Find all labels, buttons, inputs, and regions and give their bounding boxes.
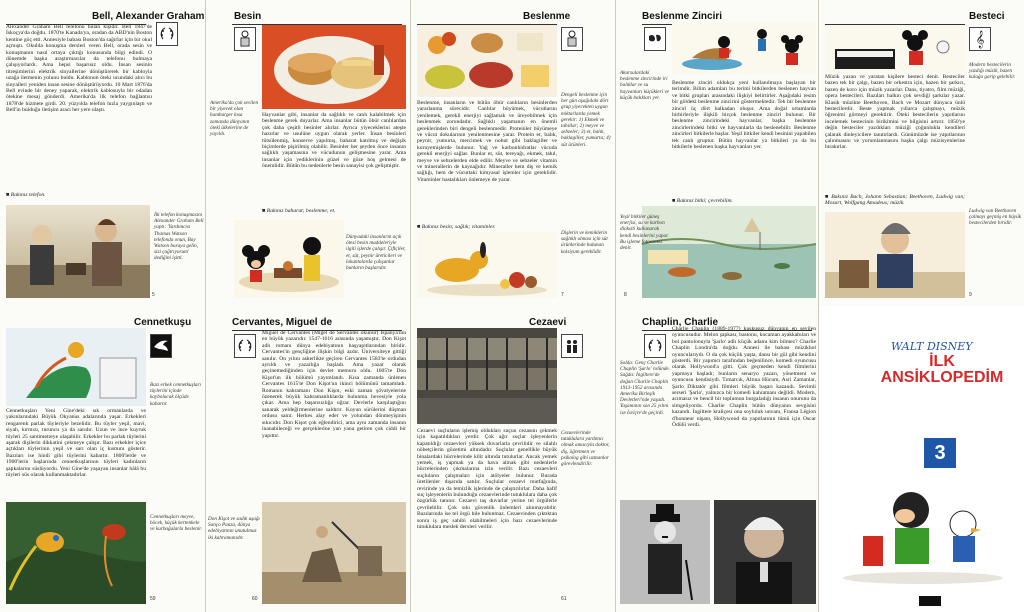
article-text: Beslenme zinciri oldukça yeni kullanılmaya başlayan bir terimdir. Bilim adamları bu terimi bitkilerden beslenen hayvan ve bitki grupları arasındaki ilişkiyi belirtirler. Aşağıdaki resim bir göldeki beslenme zincirini göstermektedir. Tek bir beslenme zinciri üç dört halkadan oluşur. Ama doğal ortamlarda birbirleriyle ilişkili birçok beslenme zinciri bulunur. Bir beslenme zincirindeki hayvanlar, başka beslenme zincirlerindeki bitki ve hayvanlarla da beslenebilir. Beslenme zincirleri bitkilerle başlar. Yeşil bitkiler kendi besinini yapabilen tek canlı gruptur. Bütün hayvanlar ya bitkileri ya da bu bitkilerle beslenen başka hayvanları yer. — [672, 80, 816, 151]
laurel-wreath-icon — [234, 334, 256, 358]
article-text: Cennetkuşları Yeni Gine'deki sık ormanlarda ve yakınlarındaki Büyük Okyanus adalarında yaşar. Erkekleri rengarenk parlak tüyleriyle bezelidir. Bu tüyler yeşil, mavi, siyah, kırmızı, turuncu ya da sarıdır. Uzun ve ince kuyruk tüyleri 25 santimetreye ulaşabilir. Erkekler bu parlak tüylerini aşarak dişilerin dikkatini çekmeye çalışır. Bazı erkekler içice açtıkları tüylerinin yeşil ve sarı olan iç kısmını gösterir. Bazıları ise hindi gibi tüylerini kabartır. 1800'lerde ve 1900'lerin başlarında cennetkuşlarının tüyleri kadınların şapkalarını süslüyordu. Yeni Gine'de yaşayan insanlar hâlâ bu tüyleri süs olarak kullanmaktadırlar. — [6, 408, 146, 479]
people-icon — [561, 334, 583, 358]
treble-clef-icon: 𝄞 — [969, 27, 991, 51]
page-title: Besin — [234, 11, 262, 22]
hamburger-photo — [262, 25, 406, 109]
old-chaplin-photo — [714, 500, 816, 604]
publisher-logo — [919, 596, 941, 606]
world-map-icon — [644, 27, 666, 51]
bell-telephone-illustration — [6, 205, 150, 298]
page-number: 61 — [561, 596, 567, 602]
page-besteci — [819, 0, 1024, 306]
page-title: Cezaevi — [529, 317, 567, 328]
sidebar-caption: Don Kişot ve sadık uşağı Sanço Panza, dünya edebiyatının unutulmaz iki kahramanıdır. — [208, 516, 260, 541]
page-chaplin — [616, 306, 819, 612]
mickey-fishing-cartoon — [672, 22, 816, 74]
page-cezaevi — [411, 306, 616, 612]
food-groups-photo — [417, 25, 557, 97]
page-number: 59 — [150, 596, 156, 602]
article-text: Miguel de Cervantes (Migel de Servantes okunur) İspanya'nın en büyük yazarıdır. 1547-1616 arasında yaşamıştır. Don Kişot adlı romanı dünya edebiyatının başyapıtlarından biridir. Cervantes'in gençliğine ilişkin bilgi azdır. Üniversiteye gittiği sanılır. On yılını askerlikte geçiren Cervantes 1583'te ordudan ayrıldı ve yazarlığa başladı. Ama yazar olarak geçinemediğinden için devlet memuru oldu. 1605'te Don Kişot'un ilk bölümü yayımlandı. Kısa zamanda ünlenen Cervantes 1615'te Don Kişot'un ikinci bölümünü tamamladı. Romanın kahramanı Don Kişot, eski zaman şövalyelerine özenerek büyük kahramanlıklarda bulunma hevesiyle yola çıkar. Ama hep başarısızlığa uğrar. Devlerle karşılaştığını sanarak yeldeğirmenlerine saldırır. Koyun sürülerini düşman ordusu sanır. Herkes alay eder ve yolundan dönmeyişinin sıkıcıdır. Don Kişot çok eğlendirici, ama aynı zamanda insanın inanabileceği ve gerçeklerine yan yana getiren çok ciddi bir yapıttır. — [262, 330, 406, 439]
sidebar-caption: Solda: Genç Charlie Chaplin 'Şarlo' rolünde. Sağda: İngiltere'de doğan Charlie Chaplin 1913-1952 arasında Amerika Birleşik Devletleri'nde yaşadı. Yaşamının son 25 yılını ise İsviçre'de geçirdi. — [620, 360, 671, 416]
cross-reference: ■ Bakınız baharat; beslenme; et. — [262, 208, 336, 214]
sidebar-caption: Ludwig van Beethoven çalmayı geçmiş en büyük bestecilerden biridir. — [969, 208, 1021, 227]
sidebar-caption: Bazı erkek cennetkuşları tüylerini içinde kaybolacak ölçüde kabartır. — [150, 382, 201, 407]
page-title: Beslenme Zinciri — [642, 11, 723, 22]
page-cennetkusu — [0, 306, 206, 612]
page-number: 7 — [561, 292, 564, 298]
sidebar-caption: Dünyadaki insanların açık ötesi besin maddeleriyle ilgili işlerde çalışır. Çiftçiler, et, süt, peynir üreticileri ve lokantalarda çalışanlar bunların başlarıdır. — [346, 234, 406, 272]
page-beslenme-zinciri — [616, 0, 819, 306]
laurel-wreath-icon — [156, 22, 178, 46]
article-text: Charlie Chaplin (1889-1977) kuşkusuz dünyanın en sevilen oyuncusudur. Melon şapkası, bastonu, kocaman ayakkabıları ve bol pantolonuyla 'Şarlo' adlı küçük adamı kim bilmez? Charlie Chaplin Londra'da doğdu. Annesi ile babası müzikhol oyuncularıydı. O da çok küçük yaşta, dansı bir gül gibi kendini gösterdi. Bir yapımcı tarafından beğenilince, komedi oyuncusu olarak Hollywood'a gitti. Çok geçmeden kendi filmlerini yapmaya başladı; bunların senaryo yazarı, yönetmeni ve oyuncusu kendisiydi. Tımarcık, Altına Hücum, Asri Zamanlar, Şarlo Diktatör gibi filmleri büyük başarı kazandı. Sevimli serseri 'Şarlo', yalnızca bir komedi kahramanı değildi. Modern, acımasız ve bencil bir toplumun burgaladığı insanın onurunu da simgeliyordu. Charlie Chaplin bütün dünyanın sevgisini kazandı. İngiltere kraliçesi ona soyluluk unvanı, Fransa Légion d'honneur nişanı, Hollywood da yapıtlarının tümü için Oscar Ödülü verdi. — [672, 326, 816, 429]
page-number: 8 — [624, 292, 627, 298]
laurel-wreath-icon — [644, 334, 666, 358]
cover-cartoon-illustration — [833, 476, 1013, 586]
article-text: Hayvanlar gibi, insanlar da sağlıklı ve canlı kalabilmek için beslenme gerek duyarlar. Ama insanlar bütün öbür canlılardan çok daha çeşitli besinler alırlar. Ayrıca yiyeceklerini ateşte hazırlar ve usulüne uygun olarak yerler. İnsan besinleri tütsülenmiş, konserve yapılmış, baharat katılmış ve değişik biçimlerde pişirilmiş olabilir. Besinler her şeyden önce insanın sağlıklı yaşamasına ve vücudunun gelişmesine yarar. Ama insanlar için yediklerinin güzel ve göze hoş gelmesi de önemlidir. Bütün bu nedenlerle besin sanayisi çok gelişmiştir. — [262, 112, 406, 170]
sidebar-caption: İlk telefon konuşmasını Alexander Graham Bell yaptı: 'Yardımcısı Thomas Watson telefonda onun, Bay Watson buraya gelin, sizi çağırıyorum' dediğini işitti. — [154, 212, 204, 262]
article-text: Beslenme, insanların ve bütün öbür canlıların besinlerden yararlanma sürecidir. Canlılar büyümek, vücutlarını yenilemek, gerekli enerjiyi sağlamak ve üreyebilmek için beslenmek zorundadır. Sağlıklı yaşamanın en önemli gereklerinden biri dengeli beslenmedir. Proteinler büyümeye ve vücut dokularının yenilenmesine yarar. Protein et, balık, peynir, yumurta, mercimek ve nohut gibi baklagiller ve kuruyemişlerde bulunur. Yağ ve karbonhidratlar vücuda gerekli enerjiyi sağlar. Bunlar et, süt, tereyağı, ekmek, tahıl, meyve ve sebzelerden elde edilir. Meyve ve sebzeler vitamin ve minerallerin de kaynağıdır. Mineraller hem diş ve kemik sağlığı, hem de vücuttaki kimyasal işlemler için gereklidir. Vitaminler hastalıkları önlemeye de yarar. — [417, 100, 557, 183]
page-beslenme — [411, 0, 616, 306]
page-cervantes — [206, 306, 411, 612]
brand-logo: WALT DISNEY — [891, 340, 973, 353]
volume-badge: 3 — [924, 438, 956, 468]
sidebar-caption: Amerika'da çok sevilen bir yiyecek olan hamburger kısa zamanda dünyanın öteki ülkelerine de yayıldı. — [210, 100, 259, 138]
beethoven-illustration — [825, 212, 965, 298]
pluto-cartoon — [417, 232, 557, 298]
sidebar-caption: Cezaevlerinde tutuklulara yardımcı olmak amacıyla doktor, diş, öğretmen ve psikolog gibi uzmanlar görevlendirilir. — [561, 430, 610, 468]
mickey-goofy-cartoon — [234, 220, 344, 298]
cross-reference: ■ Bakınız Bach, Johann Sebastian; Beethoven, Ludwig van; Mozart, Wolfgang Amadeus; müzik. — [825, 194, 965, 207]
article-text: Alexander Graham Bell telefonu bulan kişidir. Bell 1847'de İskoçya'da doğdu. 1870'te Kanada'ya, oradan da ABD'nin Boston kentine göç etti. Annesiyle babası Boston'da sağırlar için bir okul açmıştı. Okulda konuşma dersleri veren Bell, orada sesin ve konuşmanın nasıl ortaya çıktığı konusunda bilgi edindi. O dönemde başka araştırmacılar da telefonu bulmaya çalışıyorlardı. Ama hepsi başarısız oldu. İnsan sesinin titreşimlerini elektrik sinyallerine dönüştürerek bir kabloyla uzağa iletmenin yolunu buldu. Kablonun öteki ucundaki alıcı bu sinyalleri yeniden insan sesine dönüştürüyordu. 10 Mart 1876'da Bell evinde bir deney yaparak, elektrik kablosuyla bir odadan ötekine mesaj gönderdi. Amerika'da ilk telefon bağlantısı 1878'de hizmete girdi. 20. yüzyılda telefon hızla yaygınlaştı ve Bell'in bulduğu iletişim aracı her yere ulaştı. — [6, 24, 152, 114]
sidebar-caption: Modern bestecilerin yazdığı müzik, bazen kulağa garip gelebilir. — [969, 62, 1016, 81]
cross-reference: ■ Bakınız telefon. — [6, 192, 46, 198]
bird-of-paradise-cartoon — [6, 328, 146, 406]
sidebar-caption: Dişlerin ve kemiklerin sağlıklı olması için süt ürünlerinde bulunan kalsiyum gereklidir. — [561, 230, 608, 255]
page-title: Cervantes, Miguel de — [232, 317, 333, 328]
cover-title: İLK ANSİKLOPEDİM — [880, 353, 1004, 386]
page-number: 5 — [152, 292, 155, 298]
sidebar-caption: Dengeli beslenme için her gün aşağıdaki dört grup yiyecekten uygun miktarlarda yemek gerekir: 1) Ekmek ve tahıllar; 2) meyve ve sebzeler; 3) et, balık, baklagiller, yumurta; 4) süt ürünleri. — [561, 92, 611, 148]
article-text: Müzik yazan ve yaratan kişilere besteci denir. Besteciler bazen tek bir çalgı, bazen bir orkestra için, bazen bir şarkıcı, bazen de koro için müzik yazarlar. Dans, tiyatro, film müziği, opera bestecileri. Bazıları halkın çok sevdiği şarkılar yazar. Klasik müzikte Beethoven, Bach ve Mozart dünyaca ünlü bestecilerdir. Beste yapmak yıllarca çalışmayı, müzik öğrenimi görmeyi gerektirir. Öteki bestecilerin yapıtlarını incelemek bestecinin birikimini ve bilgisini artırır. 1850'ye değin besteciler yazdıkları müziği çoğunlukla kendileri çalarak dinleyicilere tanıtırlardı. Günümüzde ise yapıtlarının çalınmasını ve yorumlanmasını başka çalgı müzisyenlerine bırakırlar. — [825, 74, 965, 151]
page-title: Chaplin, Charlie — [642, 317, 719, 328]
don-quixote-illustration — [262, 502, 406, 604]
young-chaplin-photo — [620, 500, 710, 604]
prison-corridor-photo — [417, 328, 557, 424]
sidebar-caption: Yeşil bitkiler güneş enerjisi, su ve karbon dioksiti kullanarak kendi besinlerini yapar. Bu işleme fotosentez denir. — [620, 214, 669, 252]
sidebar-caption: Akarsulardaki beslenme zincirinde iri balıklar ve su hayvanları küçükleri ve küçük balıkları yer. — [620, 70, 669, 101]
page-besin — [206, 0, 411, 306]
cover-page — [819, 306, 1024, 612]
dove-icon — [150, 334, 172, 358]
article-text: Cezaevi suçluların işlemiş oldukları suçun cezasını çekmek için kapatıldıkları yerdir. Çok ağır suçlar işleyenlerin kapatıldığı cezaevleri yüksek duvarlarla çevrilidir ve silahlı nöbetçilerin gözetimi altındadır. Suçlular genellikle büyük binalardaki hücrelerinde kilit altında tutulurlar. Ancak yemek yemek, iş yapmak ya da hava almak gibi nedenlerle hücrelerinden çıkmalarına izin verilir. Bazı cezaevleri suçluların çalışmaları için atölyeler bulunur. Burada üretilenler dışarıda satılır. Suçlular cezaevi mutfağında, revirinde ya da temizlik işlerinde de çalıştırılırlar. Daha hafif suç işleyenlerin bulunduğu cezaevlerinde tutuklulara daha çok özgürlük tanınır. Cezaevi taş duvarlar yerine tel örgülerle çevrilebilir. Çok sıkı güvenlik önlemleri alınmayabilir. Bazılarında ise tel örgü bile bulunmaz. Cezaevinden çıktıktan sonra iş geç sahibi olabilmeleri için bazı cezaevlerinde tutuklulara meslek dersleri verilir. — [417, 428, 557, 531]
page-title: Cennetkuşu — [134, 317, 192, 328]
cross-reference: ■ Bakınız bitki; çevrebilim. — [672, 198, 733, 204]
page-number: 60 — [252, 596, 258, 602]
cross-reference: ■ Bakınız besin; sağlık; vitaminler. — [417, 224, 496, 230]
person-outline-icon — [234, 27, 256, 51]
mickey-piano-cartoon — [825, 25, 965, 73]
page-title: Bell, Alexander Graham — [92, 11, 205, 22]
page-title: Besteci — [969, 11, 1005, 22]
page-bell — [0, 0, 206, 306]
sidebar-caption: Cennetkuşları meyve, böcek, küçük kertenkele ve kurbağalarla beslenir. — [150, 514, 203, 533]
person-outline-icon — [561, 27, 583, 51]
page-title: Beslenme — [523, 11, 571, 22]
birds-photo — [6, 502, 146, 604]
page-number: 9 — [969, 292, 972, 298]
